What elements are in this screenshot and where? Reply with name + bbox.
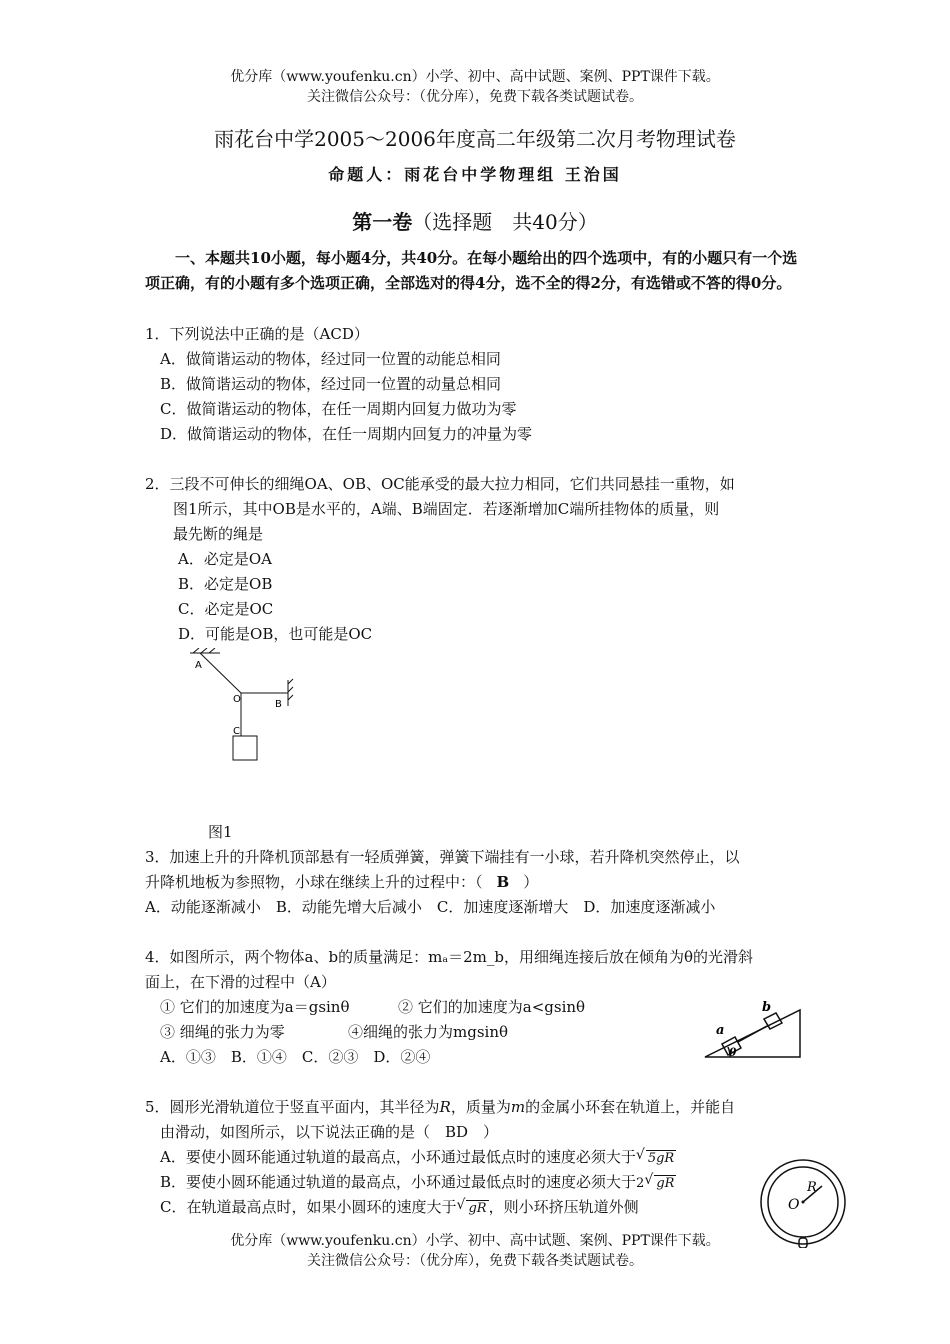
- q4-options: A．①③ B．①④ C．②③ D．②④: [160, 1048, 431, 1066]
- circle-label-o: O: [788, 1197, 800, 1213]
- q2-option-b: B．必定是OB: [178, 575, 273, 593]
- q5-stem-line-2: 由滑动，如图所示，以下说法正确的是（ BD ）: [160, 1123, 499, 1141]
- q5-option-c-post: ，则小环挤压轨道外侧: [488, 1198, 639, 1216]
- q5-option-c-text: C．在轨道最高点时，如果小圆环的速度大于: [160, 1198, 457, 1216]
- q5-mass-symbol: m: [510, 1098, 526, 1116]
- q5-option-c: [160, 1195, 639, 1221]
- figure-1-caption: 图1: [208, 823, 233, 841]
- exam-title: 雨花台中学2005～2006年度高二年级第二次月考物理试卷: [214, 127, 736, 151]
- q3-stem-line-2-post: ）: [523, 873, 539, 891]
- q1-stem: 1．下列说法中正确的是（ACD）: [145, 325, 369, 343]
- q4-stem-line-2: 面上，在下滑的过程中（A）: [145, 973, 336, 991]
- q5-option-b-radical: √ gR: [644, 1172, 675, 1191]
- q4-statement-1: ① 它们的加速度为a＝gsinθ: [160, 998, 350, 1016]
- q2-stem-line-1: 2．三段不可伸长的细绳OA、OB、OC能承受的最大拉力相同，它们共同悬挂一重物，如: [145, 475, 735, 493]
- q2-stem-line-2: 图1所示，其中OB是水平的，A端、B端固定．若逐渐增加C端所挂物体的质量，则: [173, 500, 720, 518]
- q2-stem-line-3: 最先断的绳是: [173, 525, 264, 543]
- volume-heading: [0, 206, 950, 235]
- q5-line1-pre: 5．圆形光滑轨道位于竖直平面内，其半径为: [145, 1098, 440, 1116]
- exam-author: 命题人：雨花台中学物理组 王治国: [328, 165, 622, 184]
- q2-option-d: D．可能是OB，也可能是OC: [178, 625, 373, 643]
- header-line-2: 关注微信公众号：（优分库），免费下载各类试题试卷。: [307, 89, 643, 105]
- volume-heading-bold: 第一卷: [352, 210, 413, 234]
- q1-option-c: C．做简谐运动的物体，在任一周期内回复力做功为零: [160, 400, 517, 418]
- q3-answer: B: [496, 873, 510, 891]
- q4-statement-4: ④细绳的张力为mgsinθ: [348, 1023, 509, 1041]
- q5-line1-mid: ，质量为: [450, 1098, 511, 1116]
- incline-label-theta: θ: [729, 1046, 737, 1059]
- q1-option-b: B．做简谐运动的物体，经过同一位置的动量总相同: [160, 375, 502, 393]
- q4-statement-2: ② 它们的加速度为a<gsinθ: [398, 998, 586, 1016]
- fig1-label-b: B: [275, 699, 282, 710]
- figure-1-rope-diagram: [185, 648, 305, 768]
- instructions: 一、本题共10小题，每小题4分，共40分。在每小题给出的四个选项中，有的小题只有一个选项正确，有的小题有多个选项正确，全部选对的得4分，选不全的得2分，有选错或不答的得0分。: [145, 249, 798, 292]
- fig1-label-a: A: [195, 660, 202, 671]
- q2-option-c: C．必定是OC: [178, 600, 274, 618]
- q3-stem-line-2: [145, 870, 538, 895]
- q4-stem-line-1: 4．如图所示，两个物体a、b的质量满足：mₐ＝2m_b，用细绳连接后放在倾角为θ的光滑斜: [145, 948, 754, 966]
- q5-option-a: [160, 1145, 676, 1171]
- footer-line-2: 关注微信公众号：（优分库），免费下载各类试题试卷。: [307, 1253, 643, 1269]
- q5-option-b-text: B．要使小圆环能通过轨道的最高点，小环通过最低点时的速度必须大于: [160, 1173, 637, 1191]
- q3-stem-line-2-pre: 升降机地板为参照物，小球在继续上升的过程中：（: [145, 873, 483, 891]
- q1-option-a: A．做简谐运动的物体，经过同一位置的动能总相同: [160, 350, 501, 368]
- q5-option-b-radicand: gR: [656, 1176, 675, 1191]
- q4-statement-3: ③ 细绳的张力为零: [160, 1023, 285, 1041]
- q5-option-c-radicand: gR: [468, 1201, 487, 1216]
- footer-line-1: 优分库（www.youfenku.cn）小学、初中、高中试题、案例、PPT课件下载。: [230, 1233, 720, 1249]
- q1-option-d: D．做简谐运动的物体，在任一周期内回复力的冲量为零: [160, 425, 533, 443]
- q5-line1-post: 的金属小环套在轨道上，并能自: [525, 1098, 736, 1116]
- volume-heading-rest: （选择题 共40分）: [412, 210, 598, 234]
- q3-stem-line-1: 3．加速上升的升降机顶部悬有一轻质弹簧，弹簧下端挂有一小球，若升降机突然停止，以: [145, 848, 740, 866]
- q5-option-a-radicand: 5gR: [647, 1151, 675, 1166]
- q5-option-b: [160, 1170, 676, 1196]
- q5-option-a-text: A．要使小圆环能通过轨道的最高点，小环通过最低点时的速度必须大于: [160, 1148, 636, 1166]
- q5-radius-symbol: R: [439, 1098, 451, 1116]
- fig1-label-o: O: [233, 694, 241, 705]
- fig1-label-c: C: [233, 726, 240, 737]
- q2-option-a: A．必定是OA: [178, 550, 272, 568]
- incline-label-b: b: [762, 1000, 772, 1015]
- circle-label-r: R: [807, 1180, 817, 1195]
- figure-incline-diagram: [700, 992, 810, 1062]
- header-line-1: 优分库（www.youfenku.cn）小学、初中、高中试题、案例、PPT课件下载。: [230, 69, 720, 85]
- q5-option-c-radical: √ gR: [456, 1197, 487, 1216]
- incline-label-a: a: [716, 1023, 725, 1038]
- q3-options: A．动能逐渐减小 B．动能先增大后减小 C．加速度逐渐增大 D．加速度逐渐减小: [145, 898, 716, 916]
- q5-option-b-coef: 2: [636, 1176, 645, 1191]
- q5-option-a-radical: √ 5gR: [635, 1147, 675, 1166]
- q5-stem-line-1: [145, 1095, 735, 1120]
